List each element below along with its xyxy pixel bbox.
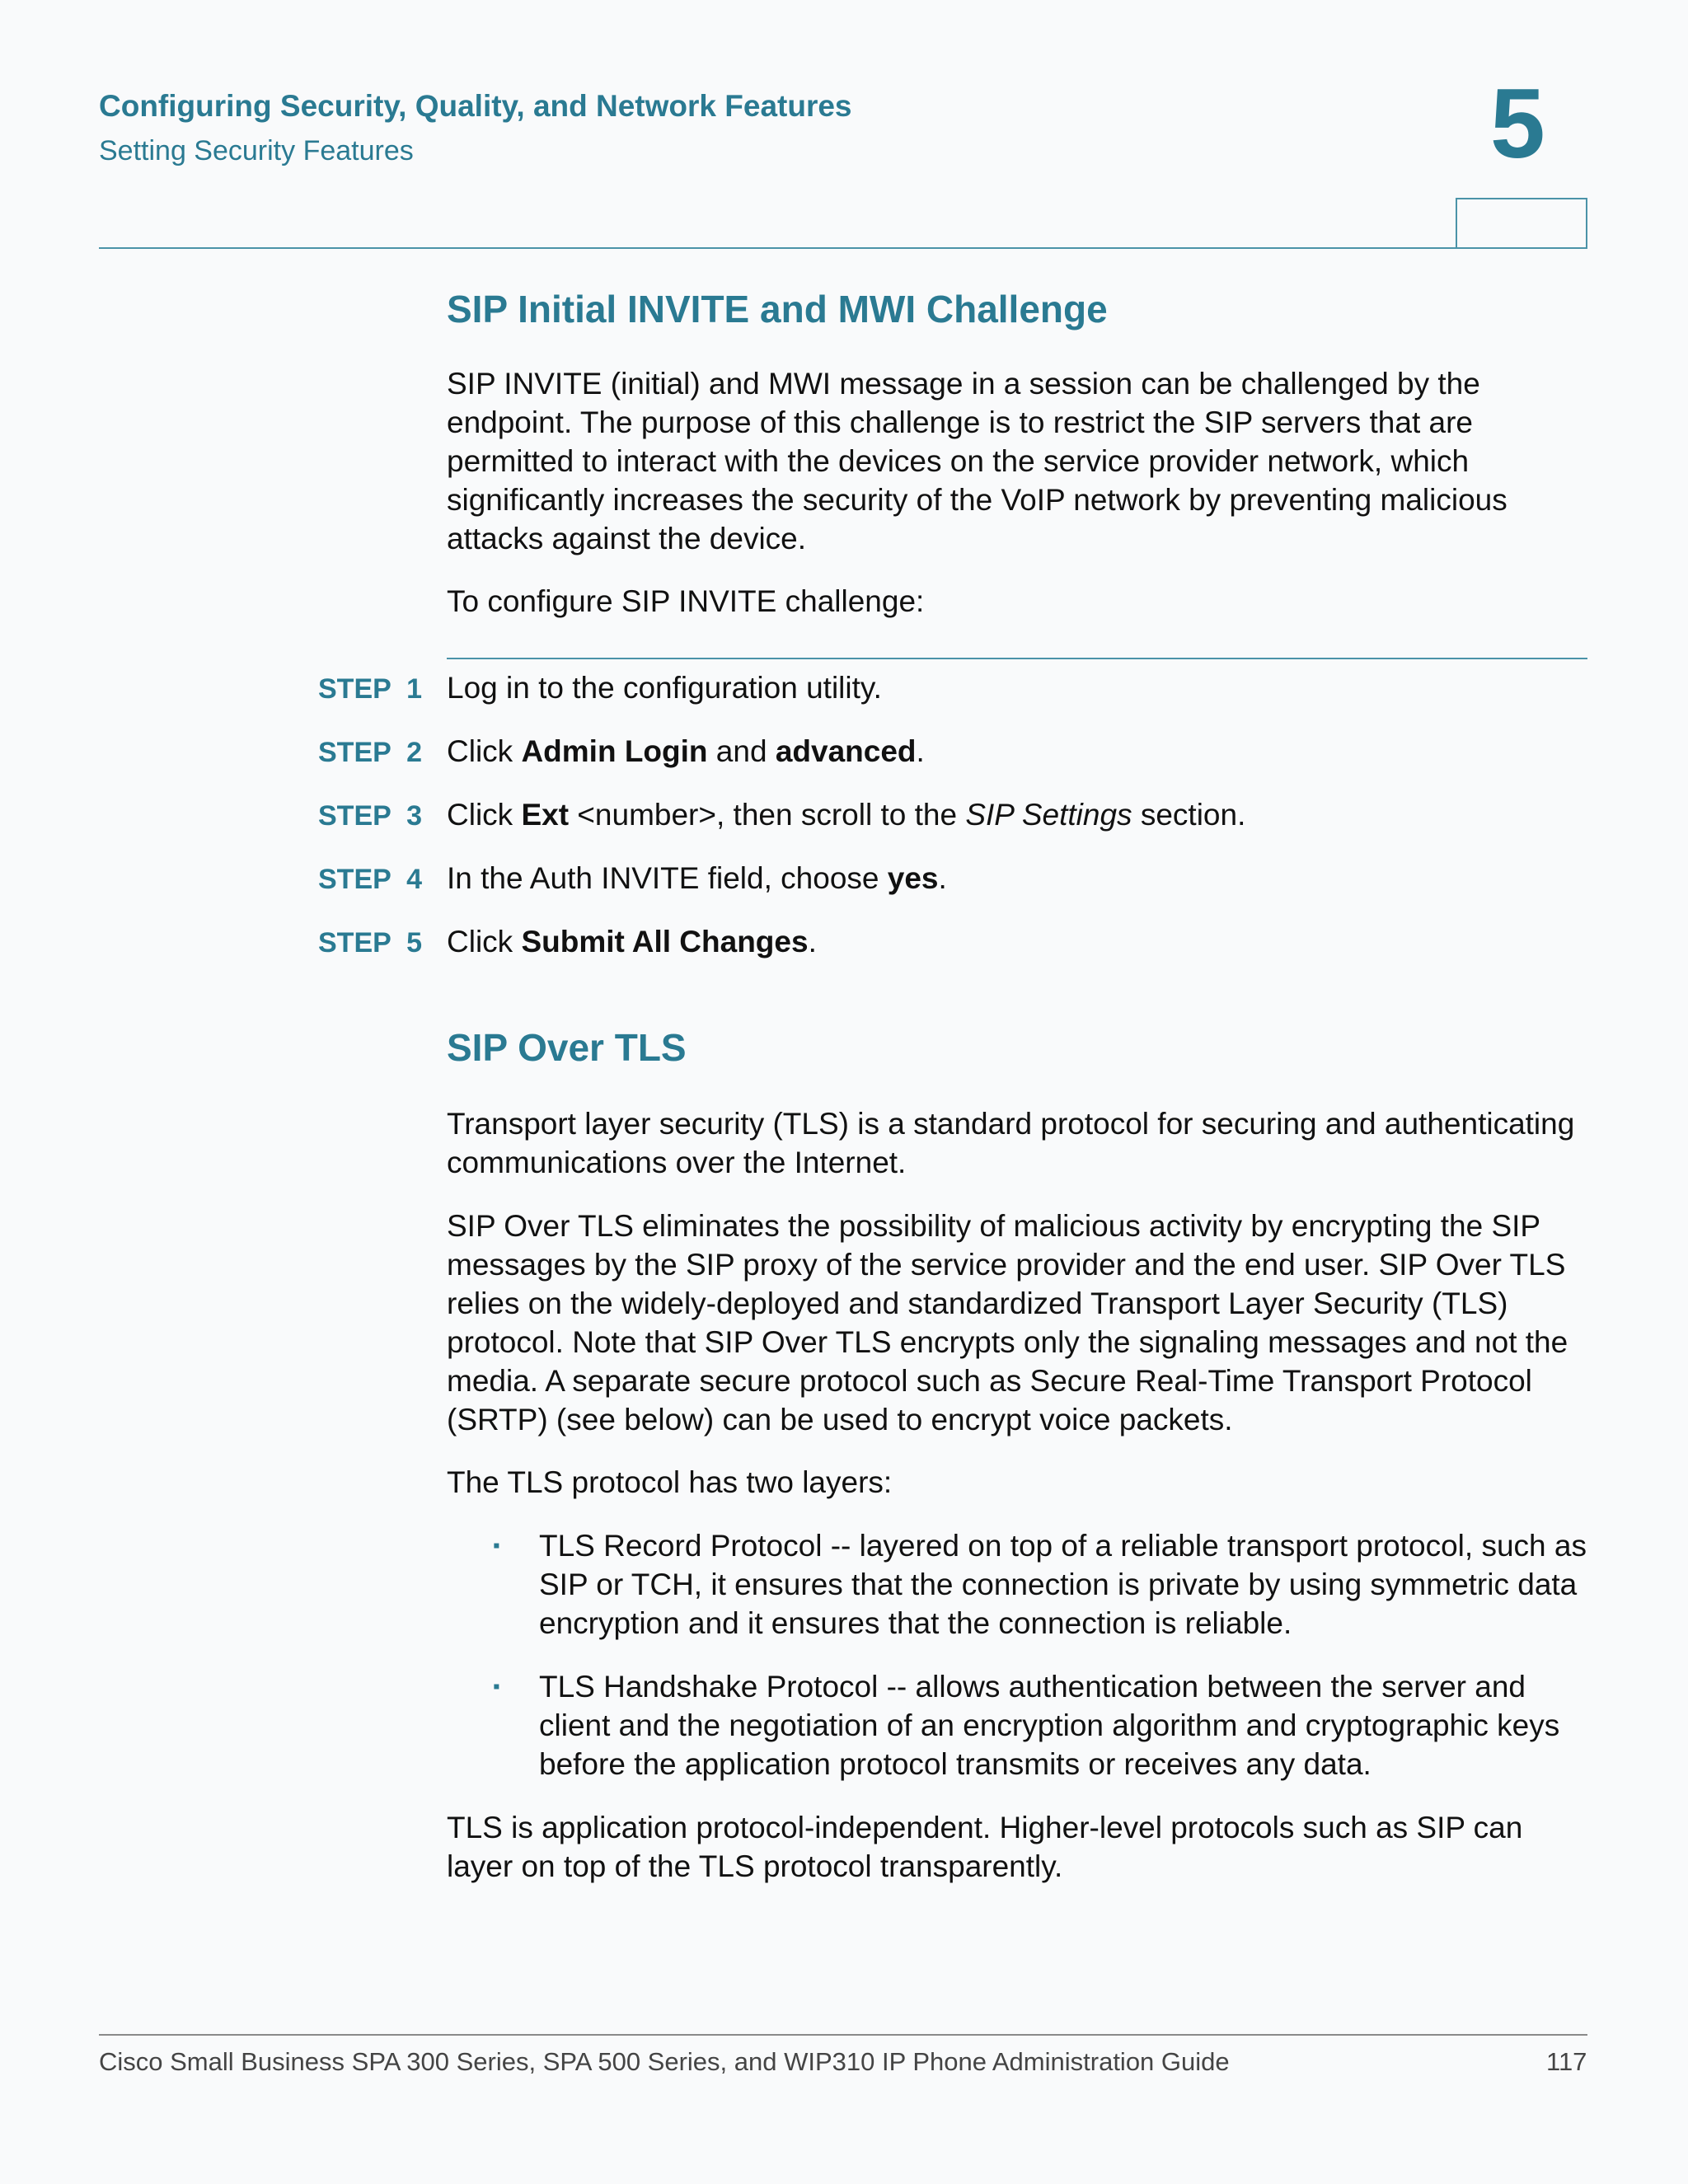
step-2 (318, 732, 925, 772)
section-title: Setting Security Features (99, 135, 414, 166)
step-label: STEP 2 (318, 737, 422, 768)
paragraph: SIP Over TLS eliminates the possibility of malicious activity by encrypting the SIP messages by the SIP proxy of the service provider and the end user. SIP Over TLS relies on the widely-deployed and standardized Transport Layer Security (TLS) protocol. Note that SIP Over TLS encrypts only the signaling messages and not the media. A separate secure protocol such as Secure Real-Time Transport Protocol (SRTP) (see below) can be used to encrypt voice packets. (447, 1209, 1568, 1436)
ui-term: Admin Login (521, 734, 708, 768)
ui-term: yes (887, 861, 939, 895)
text: Click (447, 925, 522, 958)
page-number: 117 (1546, 2047, 1587, 2076)
chapter-tab-box (1456, 198, 1587, 247)
header-divider (99, 247, 1587, 249)
step-text: Log in to the configuration utility. (447, 671, 882, 705)
ui-term: Ext (521, 798, 570, 832)
paragraph: TLS is application protocol-independent. Higher-level protocols such as SIP can layer on top of the TLS protocol transparently. (447, 1811, 1523, 1883)
step-text (447, 734, 925, 768)
step-3 (318, 795, 1245, 836)
ui-section-name: SIP Settings (965, 798, 1132, 832)
steps-divider (447, 658, 1587, 659)
step-5 (318, 922, 817, 963)
step-text (447, 798, 1245, 832)
ui-term: Submit All Changes (521, 925, 809, 958)
text: and (707, 734, 776, 768)
step-label: STEP 4 (318, 864, 422, 895)
text: . (938, 861, 947, 895)
paragraph: The TLS protocol has two layers: (447, 1465, 893, 1499)
bullet-icon: ▪ (493, 1675, 500, 1698)
step-4 (318, 859, 947, 899)
step-label: STEP 5 (318, 927, 422, 958)
text: Click (447, 734, 522, 768)
text: section. (1132, 798, 1246, 832)
step-label: STEP 3 (318, 800, 422, 832)
step-text (447, 861, 947, 895)
text: In the Auth INVITE field, choose (447, 861, 888, 895)
step-1 (318, 668, 882, 709)
section-heading-sip-over-tls: SIP Over TLS (447, 1026, 687, 1069)
footer-divider (99, 2034, 1587, 2036)
section-heading-sip-invite: SIP Initial INVITE and MWI Challenge (447, 288, 1108, 330)
paragraph: To configure SIP INVITE challenge: (447, 584, 925, 618)
chapter-number: 5 (1490, 68, 1545, 179)
paragraph: SIP INVITE (initial) and MWI message in a session can be challenged by the endpoint. The purpose of this challenge is to restrict the SIP servers that are permitted to interact with the devices on the service provider network, which significantly increases the security of the VoIP network by preventing malicious attacks against the device. (447, 367, 1507, 555)
text: Click (447, 798, 522, 832)
bullet-icon: ▪ (493, 1535, 500, 1557)
step-label: STEP 1 (318, 673, 422, 705)
list-item: TLS Handshake Protocol -- allows authentication between the server and client and the negotiation of an encryption algorithm and cryptographic keys before the application protocol transmits or receives any data. (539, 1670, 1560, 1781)
paragraph: Transport layer security (TLS) is a standard protocol for securing and authenticating communications over the Internet. (447, 1107, 1575, 1179)
step-text (447, 925, 817, 958)
text: <number>, then scroll to the (569, 798, 966, 832)
footer-guide-title: Cisco Small Business SPA 300 Series, SPA 500 Series, and WIP310 IP Phone Administration Guide (99, 2047, 1230, 2076)
text: . (808, 925, 817, 958)
ui-term: advanced (775, 734, 917, 768)
list-item: TLS Record Protocol -- layered on top of a reliable transport protocol, such as SIP or TCH, it ensures that the connection is private by using symmetric data encryption and it ensures that the connection is reliable. (539, 1529, 1587, 1640)
chapter-title: Configuring Security, Quality, and Network Features (99, 89, 852, 123)
text: . (916, 734, 925, 768)
